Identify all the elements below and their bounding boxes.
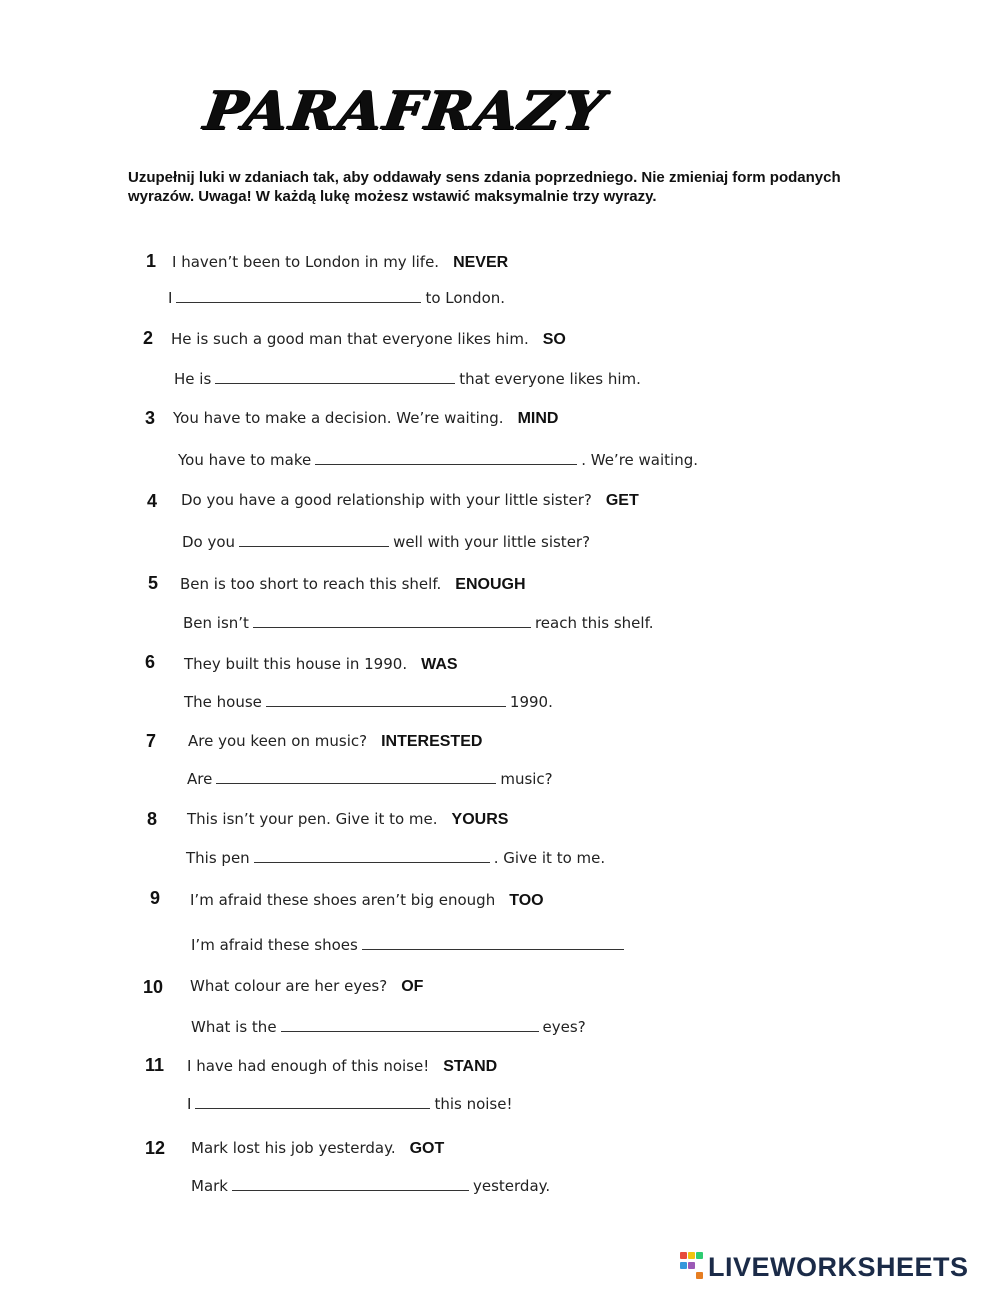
item-number: 9 [150,888,161,908]
item-number: 6 [145,652,156,672]
source-sentence: I have had enough of this noise! [187,1057,430,1075]
source-sentence: He is such a good man that everyone likes him. [171,330,529,348]
answer-row [183,613,654,632]
answer-suffix: yesterday. [473,1177,551,1195]
answer-row [178,450,698,469]
answer-row [174,369,641,388]
answer-prefix: This pen [186,849,250,867]
source-sentence: Ben is too short to reach this shelf. [180,575,442,593]
item-number: 1 [146,251,157,271]
answer-suffix: that everyone likes him. [459,370,641,388]
keyword: TOO [509,892,544,909]
answer-row [187,1094,512,1113]
source-sentence-row [191,1139,444,1158]
source-sentence-row [190,977,423,996]
item-number: 12 [145,1138,166,1158]
logo-square [688,1262,695,1269]
logo-square [696,1272,703,1279]
source-sentence: This isn’t your pen. Give it to me. [187,810,438,828]
answer-suffix: . Give it to me. [493,849,606,867]
answer-blank[interactable] [253,613,531,628]
answer-suffix: 1990. [509,693,553,711]
keyword: MIND [517,410,559,427]
keyword: GOT [409,1140,445,1157]
source-sentence: Are you keen on music? [188,732,368,750]
answer-blank[interactable] [362,935,624,950]
keyword: WAS [421,656,458,673]
source-sentence-row [181,491,639,510]
answer-blank[interactable] [315,450,577,465]
source-sentence-row [172,253,508,272]
item-number: 2 [143,328,154,348]
answer-blank[interactable] [281,1017,539,1032]
answer-prefix: Mark [191,1177,228,1195]
item-number: 10 [143,977,164,997]
answer-prefix: I [187,1095,192,1113]
answer-row [191,935,628,954]
instructions: Uzupełnij luki w zdaniach tak, aby oddawały sens zdania poprzedniego. Nie zmieniaj form podanych wyrazów. Uwaga! W każdą lukę możesz wstawić maksymalnie trzy wyrazy. [128,169,841,205]
item-number: 3 [145,408,156,428]
source-sentence-row [180,575,526,594]
item-number: 11 [145,1055,165,1075]
answer-prefix: I [168,289,173,307]
keyword: GET [605,492,639,509]
source-sentence: Do you have a good relationship with your little sister? [181,491,592,509]
answer-row [182,532,590,551]
source-sentence: Mark lost his job yesterday. [191,1139,396,1157]
answer-suffix: . We’re waiting. [581,451,699,469]
answer-row [186,848,605,867]
answer-row [168,288,505,307]
answer-prefix: You have to make [178,451,312,469]
answer-blank[interactable] [232,1176,469,1191]
logo-square [680,1252,687,1259]
answer-blank[interactable] [266,692,506,707]
logo-square [696,1252,703,1259]
keyword: NEVER [453,254,509,271]
logo-square [680,1262,687,1269]
item-number: 4 [147,491,158,511]
answer-blank[interactable] [216,769,496,784]
answer-prefix: I’m afraid these shoes [191,936,358,954]
source-sentence-row [187,810,508,829]
answer-blank[interactable] [195,1094,430,1109]
keyword: YOURS [451,811,509,828]
answer-row [187,769,553,788]
source-sentence-row [187,1057,497,1076]
answer-row [191,1017,586,1036]
answer-prefix: Do you [182,533,236,551]
source-sentence: You have to make a decision. We’re waiting. [173,409,504,427]
source-sentence: They built this house in 1990. [184,655,408,673]
answer-row [191,1176,550,1195]
item-number: 5 [148,573,159,593]
item-number: 7 [146,731,157,751]
item-number: 8 [147,809,158,829]
logo-icon [680,1252,704,1282]
source-sentence-row [184,655,458,674]
answer-prefix: What is the [191,1018,277,1036]
logo-square [688,1252,695,1259]
keyword: INTERESTED [381,733,483,750]
answer-suffix: eyes? [542,1018,586,1036]
answer-blank[interactable] [239,532,389,547]
source-sentence-row [171,330,566,349]
answer-blank[interactable] [254,848,490,863]
answer-prefix: Ben isn’t [183,614,249,632]
keyword: STAND [443,1058,498,1075]
source-sentence: I’m afraid these shoes aren’t big enough [190,891,496,909]
answer-suffix: reach this shelf. [534,614,654,632]
source-sentence-row [173,409,558,428]
source-sentence: I haven’t been to London in my life. [172,253,440,271]
footer-brand: LIVEWORKSHEETS [708,1252,969,1282]
source-sentence-row [190,891,544,910]
answer-prefix: The house [184,693,262,711]
answer-suffix: music? [500,770,553,788]
source-sentence-row [188,732,482,751]
keyword: SO [542,331,566,348]
keyword: ENOUGH [455,576,526,593]
answer-prefix: He is [174,370,212,388]
keyword: OF [401,978,424,995]
answer-suffix: this noise! [434,1095,513,1113]
answer-blank[interactable] [215,369,455,384]
answer-blank[interactable] [176,288,421,303]
answer-suffix: well with your little sister? [393,533,591,551]
worksheet-title: PARAFRAZY [200,79,610,143]
answer-prefix: Are [187,770,213,788]
liveworksheets-logo [680,1250,990,1286]
answer-suffix: to London. [425,289,506,307]
source-sentence: What colour are her eyes? [190,977,388,995]
answer-row [184,692,553,711]
